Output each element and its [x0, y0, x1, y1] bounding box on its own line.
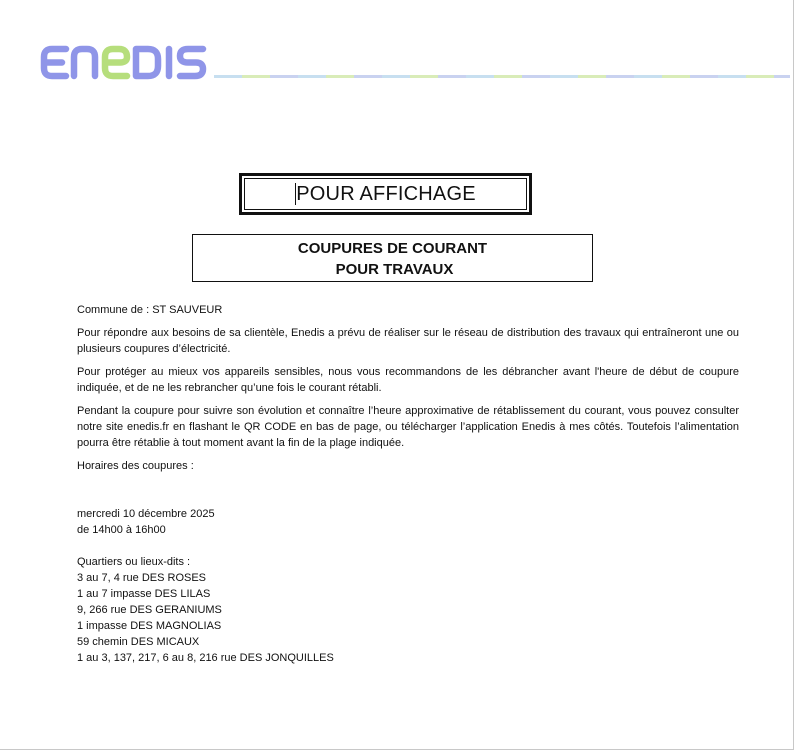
paragraph-1: Pour répondre aux besoins de sa clientèle, Enedis a prévu de réaliser sur le réseau de distribution des travaux qui entraîneront une ou plusieurs coupures d’électricité.: [77, 327, 739, 355]
title-text: POUR AFFICHAGE: [296, 182, 476, 205]
address-item: 1 au 3, 137, 217, 6 au 8, 216 rue DES JONQUILLES: [77, 652, 334, 664]
enedis-logo: [40, 38, 210, 86]
address-item: 1 impasse DES MAGNOLIAS: [77, 620, 222, 632]
subtitle-line-1: COUPURES DE COURANT: [297, 240, 488, 257]
address-item: 1 au 7 impasse DES LILAS: [77, 588, 211, 600]
outage-date: mercredi 10 décembre 2025: [77, 508, 215, 520]
outage-time: de 14h00 à 16h00: [77, 524, 166, 536]
address-item: 59 chemin DES MICAUX: [77, 636, 200, 648]
address-item: 9, 266 rue DES GERANIUMS: [77, 604, 222, 616]
commune-line: Commune de : ST SAUVEUR: [77, 304, 223, 316]
subtitle-line-2: POUR TRAVAUX: [335, 261, 454, 278]
title-box-inner[interactable]: [244, 178, 527, 210]
address-item: 3 au 7, 4 rue DES ROSES: [77, 572, 207, 584]
title-box: [239, 173, 532, 215]
enedis-logo-icon: [40, 38, 210, 86]
header-stripe-divider: [214, 75, 790, 78]
subtitle-box: [192, 234, 593, 282]
quartiers-label: Quartiers ou lieux-dits :: [77, 556, 191, 568]
paragraph-3: Pendant la coupure pour suivre son évolution et connaître l’heure approximative de rétablissement du courant, vous pouvez consulter notre site enedis.fr en flashant le QR CODE en bas de page, ou télécharger l’application Enedis à mes côtés. Toutefois l’alimentation pourra être rétablie à tout moment avant la fin de la plage indiquée.: [77, 405, 739, 449]
horaires-label: Horaires des coupures :: [77, 460, 194, 472]
paragraph-2: Pour protéger au mieux vos appareils sensibles, nous vous recommandons de les débrancher avant l'heure de début de coupure indiquée, et de ne les rebrancher qu’une fois le courant rétabli.: [77, 366, 739, 394]
notice-body: [77, 302, 739, 666]
